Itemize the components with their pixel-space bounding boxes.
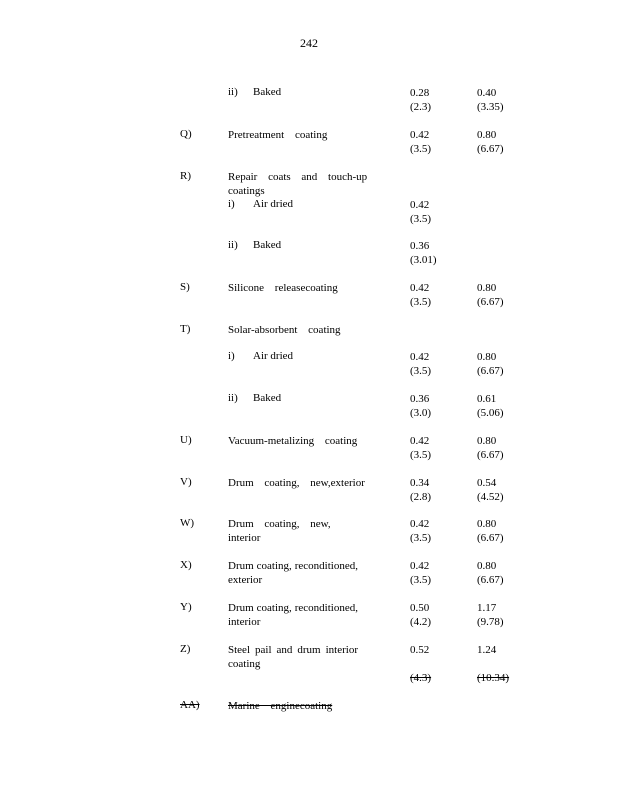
value-metric: (4.2)	[410, 616, 432, 628]
item-letter: U)	[180, 434, 192, 446]
value: 0.54	[477, 477, 497, 489]
item-description: Drum coating, new, interior	[228, 518, 331, 544]
description-line: Steel pail and drum interior	[228, 644, 358, 656]
sub-item-label: Baked	[253, 239, 282, 251]
value: 0.80	[477, 282, 497, 294]
item-letter: V)	[180, 476, 192, 488]
value-column-1	[410, 643, 429, 657]
value: 0.80	[477, 518, 497, 530]
value-column-2	[477, 350, 504, 378]
value: 0.36	[410, 240, 430, 252]
value-column-2	[477, 559, 504, 587]
value-metric: (3.5)	[410, 296, 432, 308]
value-column-1	[410, 239, 437, 267]
value-column-1	[410, 86, 431, 114]
sub-item-marker: ii)	[228, 239, 238, 251]
value-metric: (10.34)	[477, 672, 510, 684]
item-letter: T)	[180, 323, 191, 335]
value-column-1	[410, 517, 431, 545]
value: 0.80	[477, 129, 497, 141]
value-metric: (3.5)	[410, 532, 432, 544]
value: 0.34	[410, 477, 430, 489]
item-letter: R)	[180, 170, 191, 182]
item-letter: S)	[180, 281, 190, 293]
value-metric: (6.67)	[477, 143, 504, 155]
item-letter: Z)	[180, 643, 191, 655]
value-column-2	[477, 281, 504, 309]
value-column-2	[477, 643, 496, 657]
value-metric: (3.5)	[410, 449, 432, 461]
value-column-1	[410, 350, 431, 378]
value: 0.52	[410, 644, 430, 656]
value-column-2	[477, 476, 504, 504]
item-description: Marine enginecoating	[228, 700, 333, 712]
value: 0.28	[410, 87, 430, 99]
item-description: Solar-absorbent coating	[228, 324, 341, 336]
value-column-2	[477, 434, 504, 462]
value-column-2	[477, 517, 504, 545]
value-metric: (3.5)	[410, 143, 432, 155]
value: 0.80	[477, 560, 497, 572]
sub-item-marker: i)	[228, 350, 235, 362]
item-letter: AA)	[180, 699, 200, 711]
description-line: Drum coating, reconditioned,	[228, 560, 358, 572]
value: 0.42	[410, 129, 430, 141]
value-column-1	[410, 476, 431, 504]
value: 0.80	[477, 435, 497, 447]
sub-item-label: Air dried	[253, 350, 294, 362]
item-description: Vacuum-metalizing coating	[228, 435, 358, 447]
value-column-2	[477, 128, 504, 156]
sub-item-marker: ii)	[228, 392, 238, 404]
sub-item-label: Baked	[253, 86, 282, 98]
value-column-1	[410, 559, 431, 587]
value-metric: (4.3)	[410, 672, 432, 684]
value: 0.61	[477, 393, 497, 405]
description-line: exterior	[228, 574, 263, 586]
value: 0.50	[410, 602, 430, 614]
value: 1.17	[477, 602, 497, 614]
item-description: Pretreatment coating	[228, 129, 328, 141]
sub-item-marker: i)	[228, 198, 235, 210]
value-metric: (6.67)	[477, 296, 504, 308]
value-metric: (3.5)	[410, 213, 432, 225]
value-column-1	[410, 281, 431, 309]
value-column-1	[410, 128, 431, 156]
value-metric: (6.67)	[477, 574, 504, 586]
value-column-1	[410, 601, 431, 629]
description-line: coating	[228, 658, 261, 670]
item-description: Repair coats and touch-up coatings	[228, 171, 368, 197]
value-metric: (3.5)	[410, 574, 432, 586]
value: 0.42	[410, 560, 430, 572]
sub-item-label: Air dried	[253, 198, 294, 210]
item-description	[228, 601, 358, 629]
value: 0.42	[410, 351, 430, 363]
value-metric: (3.5)	[410, 365, 432, 377]
item-description	[228, 559, 358, 587]
value-column-2	[477, 601, 504, 629]
value-metric: (3.0)	[410, 407, 432, 419]
sub-item-marker: ii)	[228, 86, 238, 98]
value: 0.80	[477, 351, 497, 363]
value-metric: (6.67)	[477, 365, 504, 377]
value-metric: (5.06)	[477, 407, 504, 419]
value-metric: (2.3)	[410, 101, 432, 113]
value: 0.42	[410, 518, 430, 530]
value-column-1	[410, 198, 431, 226]
item-letter: X)	[180, 559, 192, 571]
value-metric: (2.8)	[410, 491, 432, 503]
value: 0.42	[410, 199, 430, 211]
item-description: Silicone releasecoating	[228, 282, 338, 294]
item-description: Drum coating, new,exterior	[228, 477, 365, 489]
value: 0.40	[477, 87, 497, 99]
item-letter: Q)	[180, 128, 192, 140]
value-column-1	[410, 392, 431, 420]
description-line: interior	[228, 616, 261, 628]
item-letter: W)	[180, 517, 195, 529]
value-metric: (3.01)	[410, 254, 437, 266]
page-number: 242	[300, 36, 318, 50]
sub-item-label: Baked	[253, 392, 282, 404]
value: 1.24	[477, 644, 497, 656]
description-line: Drum coating, reconditioned,	[228, 602, 358, 614]
value-metric: (4.52)	[477, 491, 504, 503]
value: 0.36	[410, 393, 430, 405]
value: 0.42	[410, 435, 430, 447]
value-column-1	[410, 434, 431, 462]
value: 0.42	[410, 282, 430, 294]
value-column-2	[477, 86, 504, 114]
value-metric: (3.35)	[477, 101, 504, 113]
value-metric: (6.67)	[477, 449, 504, 461]
item-letter: Y)	[180, 601, 192, 613]
value-metric: (9.78)	[477, 616, 504, 628]
value-metric: (6.67)	[477, 532, 504, 544]
item-description	[228, 643, 358, 671]
value-column-2	[477, 392, 504, 420]
